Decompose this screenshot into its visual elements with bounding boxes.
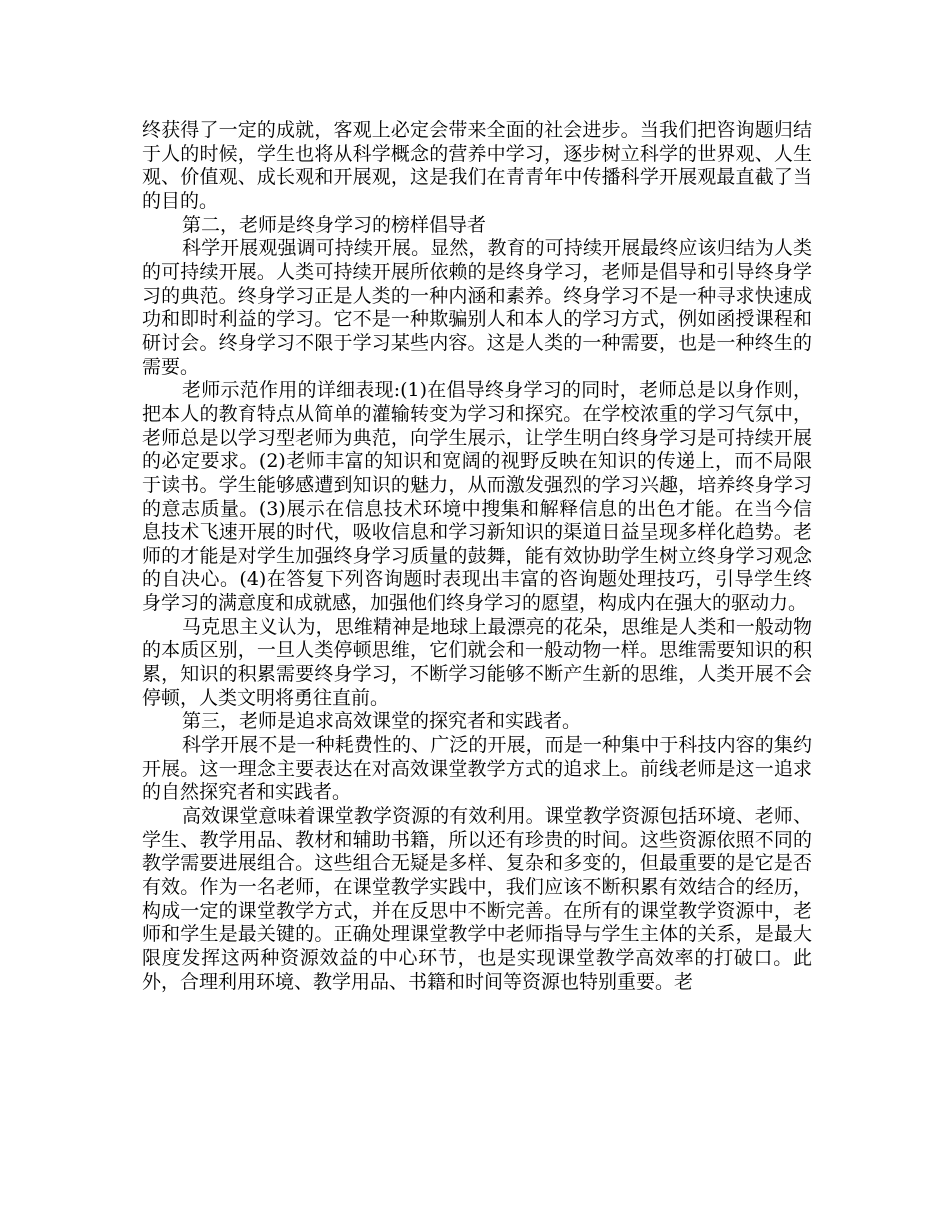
paragraph-continuation: 终获得了一定的成就，客观上必定会带来全面的社会进步。当我们把咨询题归结于人的时候，学生也将从科学概念的营养中学习，逐步树立科学的世界观、人生观、价值观、成长观和开展观，这是我们在青青年中传播科学开展观最直截了当的目的。 [142, 119, 812, 212]
document-page [142, 119, 812, 994]
paragraph-sustainable-development: 科学开展观强调可持续开展。显然，教育的可持续开展最终应该归结为人类的可持续开展。人类可持续开展所依赖的是终身学习，老师是倡导和引导终身学习的典范。终身学习正是人类的一种内涵和素养。终身学习不是一种寻求快速成功和即时利益的学习。它不是一种欺骗别人和本人的学习方式，例如函授课程和研讨会。终身学习不限于学习某些内容。这是人类的一种需要，也是一种终生的需要。 [142, 237, 812, 378]
paragraph-teacher-example: 老师示范作用的详细表现:(1)在倡导终身学习的同时，老师总是以身作则，把本人的教育特点从简单的灌输转变为学习和探究。在学校浓重的学习气氛中，老师总是以学习型老师为典范，向学生展示，让学生明白终身学习是可持续开展的必定要求。(2)老师丰富的知识和宽阔的视野反映在知识的传递上，而不局限于读书。学生能够感遭到知识的魅力，从而激发强烈的学习兴趣，培养终身学习的意志质量。(3)展示在信息技术环境中搜集和解释信息的出色才能。在当今信息技术飞速开展的时代，吸收信息和学习新知识的渠道日益呈现多样化趋势。老师的才能是对学生加强终身学习质量的鼓舞，能有效协助学生树立终身学习观念的自决心。(4)在答复下列咨询题时表现出丰富的咨询题处理技巧，引导学生终身学习的满意度和成就感，加强他们终身学习的愿望，构成内在强大的驱动力。 [142, 379, 812, 615]
paragraph-intensive-development: 科学开展不是一种耗费性的、广泛的开展，而是一种集中于科技内容的集约开展。这一理念主要表达在对高效课堂教学方式的追求上。前线老师是这一追求的自然探究者和实践者。 [142, 734, 812, 804]
section-heading-third: 第三，老师是追求高效课堂的探究者和实践者。 [182, 710, 582, 733]
section-heading-second: 第二，老师是终身学习的榜样倡导者 [182, 213, 487, 236]
paragraph-marxism-thinking: 马克思主义认为，思维精神是地球上最漂亮的花朵，思维是人类和一般动物的本质区别，一旦人类停顿思维，它们就会和一般动物一样。思维需要知识的积累，知识的积累需要终身学习，不断学习能够不断产生新的思维，人类开展不会停顿，人类文明将勇往直前。 [142, 615, 812, 709]
paragraph-efficient-classroom: 高效课堂意味着课堂教学资源的有效利用。课堂教学资源包括环境、老师、学生、教学用品、教材和辅助书籍，所以还有珍贵的时间。这些资源依照不同的教学需要进展组合。这些组合无疑是多样、复杂和多变的，但最重要的是它是否有效。作为一名老师，在课堂教学实践中，我们应该不断积累有效结合的经历，构成一定的课堂教学方式，并在反思中不断完善。在所有的课堂教学资源中，老师和学生是最关键的。正确处理课堂教学中老师指导与学生主体的关系，是最大限度发挥这两种资源效益的中心环节，也是实现课堂教学高效率的打破口。此外，合理利用环境、教学用品、书籍和时间等资源也特别重要。老 [142, 805, 812, 993]
